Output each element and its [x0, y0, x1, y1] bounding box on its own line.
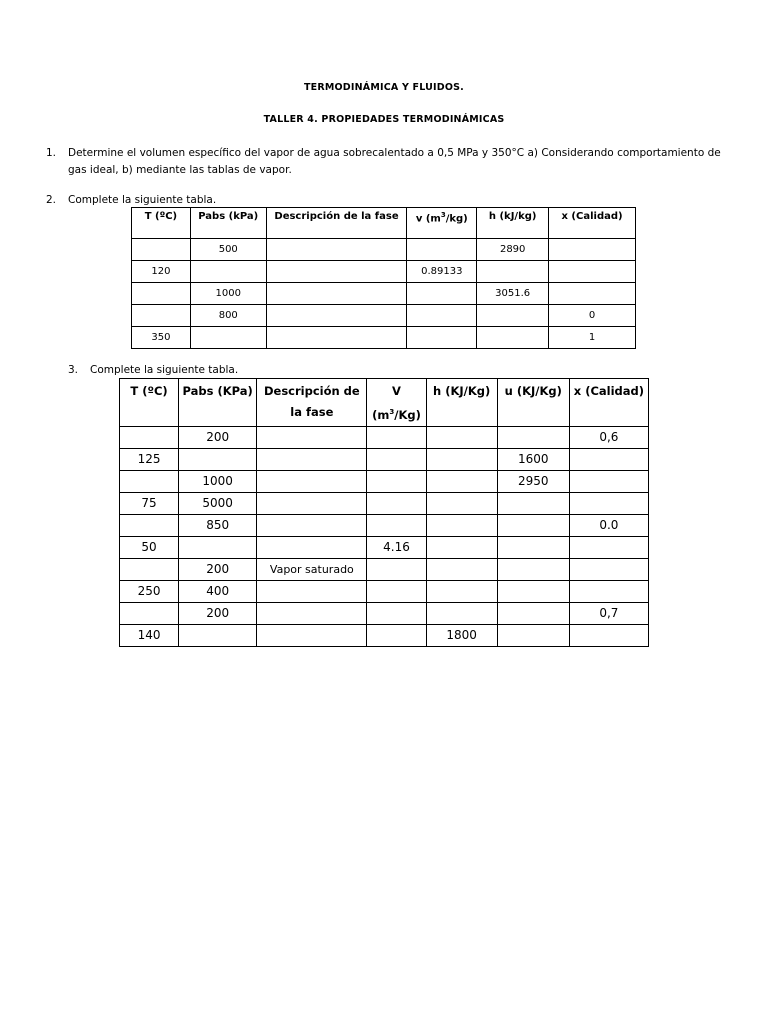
table-cell: 2950: [497, 470, 569, 492]
table-row: [132, 283, 636, 305]
table-cell: [179, 624, 257, 646]
table-cell: [120, 514, 179, 536]
table-cell: [257, 580, 367, 602]
table-cell: [367, 558, 426, 580]
table-cell: [257, 624, 367, 646]
table-cell: [569, 624, 648, 646]
table-cell: [497, 426, 569, 448]
table-cell: [497, 558, 569, 580]
table-cell: 200: [179, 602, 257, 624]
col-header-enthalpy: h (kJ/kg): [477, 208, 549, 239]
table-cell: 350: [132, 327, 191, 349]
col-header-quality: x (Calidad): [569, 379, 648, 427]
table-cell: [190, 327, 266, 349]
table-row: [132, 261, 636, 283]
table-cell: 0,7: [569, 602, 648, 624]
table-cell: [266, 327, 407, 349]
table-cell: 500: [190, 239, 266, 261]
table-cell: 0: [549, 305, 636, 327]
table-cell: 800: [190, 305, 266, 327]
table-cell: [132, 305, 191, 327]
table-cell: 0,6: [569, 426, 648, 448]
table-cell: [120, 602, 179, 624]
table-cell: 200: [179, 558, 257, 580]
col-header-volume: V $(m^3/Kg)$: [367, 379, 426, 427]
table-cell: [497, 580, 569, 602]
question-text: Complete la siguiente tabla.: [90, 364, 239, 376]
table-cell: [497, 514, 569, 536]
table-cell: Vapor saturado: [257, 558, 367, 580]
table-cell: 4.16: [367, 536, 426, 558]
table-cell: 1: [549, 327, 636, 349]
table-cell: [569, 580, 648, 602]
table-cell: [266, 283, 407, 305]
table-row: [120, 448, 649, 470]
table-cell: 1800: [426, 624, 497, 646]
table-cell: [257, 470, 367, 492]
table-cell: [367, 580, 426, 602]
table-cell: 250: [120, 580, 179, 602]
table-cell: [257, 492, 367, 514]
document-subtitle: TALLER 4. PROPIEDADES TERMODINÁMICAS: [263, 114, 505, 125]
table-cell: [569, 558, 648, 580]
table-cell: [426, 514, 497, 536]
table-cell: [407, 305, 477, 327]
col-header-enthalpy: h (KJ/Kg): [426, 379, 497, 427]
table-cell: [407, 239, 477, 261]
table-cell: [569, 536, 648, 558]
table-cell: [367, 492, 426, 514]
table-cell: [179, 448, 257, 470]
table-cell: [132, 283, 191, 305]
table-cell: [426, 426, 497, 448]
table-cell: [426, 536, 497, 558]
table-cell: 120: [132, 261, 191, 283]
question-number: 2.: [46, 194, 57, 206]
table-cell: [367, 624, 426, 646]
table-cell: 1000: [179, 470, 257, 492]
table-row: [120, 514, 649, 536]
table-row: [132, 305, 636, 327]
col-header-quality: x (Calidad): [549, 208, 636, 239]
col-header-volume: v $(m^3/kg)$: [407, 208, 477, 239]
table-cell: [132, 239, 191, 261]
table-cell: [367, 470, 426, 492]
table-cell: [549, 239, 636, 261]
question-1: [46, 145, 726, 179]
question-text: Complete la siguiente tabla.: [68, 194, 217, 206]
table-cell: 5000: [179, 492, 257, 514]
table-cell: [266, 305, 407, 327]
table-row: [132, 239, 636, 261]
table-cell: [407, 327, 477, 349]
table-cell: 3051.6: [477, 283, 549, 305]
table-cell: [120, 470, 179, 492]
table-cell: [426, 448, 497, 470]
table-row: [120, 470, 649, 492]
table-row: [120, 602, 649, 624]
table-cell: [257, 514, 367, 536]
table-cell: [120, 558, 179, 580]
table-cell: [426, 492, 497, 514]
table-cell: 200: [179, 426, 257, 448]
table-cell: [257, 602, 367, 624]
table-cell: [367, 448, 426, 470]
table-cell: [266, 239, 407, 261]
table-cell: 75: [120, 492, 179, 514]
table-row: [120, 624, 649, 646]
table-cell: [190, 261, 266, 283]
table-cell: 400: [179, 580, 257, 602]
table-cell: 50: [120, 536, 179, 558]
table-cell: [549, 261, 636, 283]
table-row: [120, 492, 649, 514]
question-number: 1.: [46, 147, 57, 159]
col-header-phase: Descripción de la fase: [257, 379, 367, 427]
table-2: [119, 378, 649, 647]
table-cell: [120, 426, 179, 448]
table-row: [132, 327, 636, 349]
table-cell: 125: [120, 448, 179, 470]
table-row: [120, 426, 649, 448]
document-title: TERMODINÁMICA Y FLUIDOS.: [303, 82, 464, 93]
table-row: [120, 558, 649, 580]
table-cell: 140: [120, 624, 179, 646]
table-cell: [179, 536, 257, 558]
table-cell: [426, 558, 497, 580]
table-cell: [426, 470, 497, 492]
table-row: [120, 580, 649, 602]
table-cell: [497, 624, 569, 646]
table-header-row: [132, 208, 636, 239]
question-3: [68, 362, 468, 379]
table-cell: [426, 602, 497, 624]
table-1: [131, 207, 636, 349]
table-row: [120, 536, 649, 558]
table-cell: [569, 448, 648, 470]
table-cell: [549, 283, 636, 305]
table-cell: 1000: [190, 283, 266, 305]
table-cell: [497, 602, 569, 624]
table-cell: [407, 283, 477, 305]
table-cell: [426, 580, 497, 602]
table-cell: [257, 536, 367, 558]
col-header-pressure: Pabs (kPa): [190, 208, 266, 239]
table-cell: [569, 492, 648, 514]
table-cell: [477, 327, 549, 349]
table-cell: 850: [179, 514, 257, 536]
table-cell: [257, 426, 367, 448]
table-cell: [497, 536, 569, 558]
col-header-temperature: T (ºC): [132, 208, 191, 239]
table-cell: [477, 261, 549, 283]
table-cell: [257, 448, 367, 470]
table-cell: 1600: [497, 448, 569, 470]
table-cell: 0.0: [569, 514, 648, 536]
table-header-row: [120, 379, 649, 427]
table-cell: [477, 305, 549, 327]
question-text: Determine el volumen específico del vapor de agua sobrecalentado a 0,5 MPa y 350°C a) Considerando comportamiento de gas ideal, b) mediante las tablas de vapor.: [68, 147, 721, 176]
col-header-phase: Descripción de la fase: [266, 208, 407, 239]
table-cell: 0.89133: [407, 261, 477, 283]
table-cell: 2890: [477, 239, 549, 261]
table-cell: [266, 261, 407, 283]
table-cell: [497, 492, 569, 514]
table-cell: [569, 470, 648, 492]
table-cell: [367, 602, 426, 624]
col-header-temperature: T (ºC): [120, 379, 179, 427]
col-header-pressure: Pabs (KPa): [179, 379, 257, 427]
table-cell: [367, 514, 426, 536]
question-number: 3.: [68, 364, 79, 376]
col-header-internal-energy: u (KJ/Kg): [497, 379, 569, 427]
table-cell: [367, 426, 426, 448]
